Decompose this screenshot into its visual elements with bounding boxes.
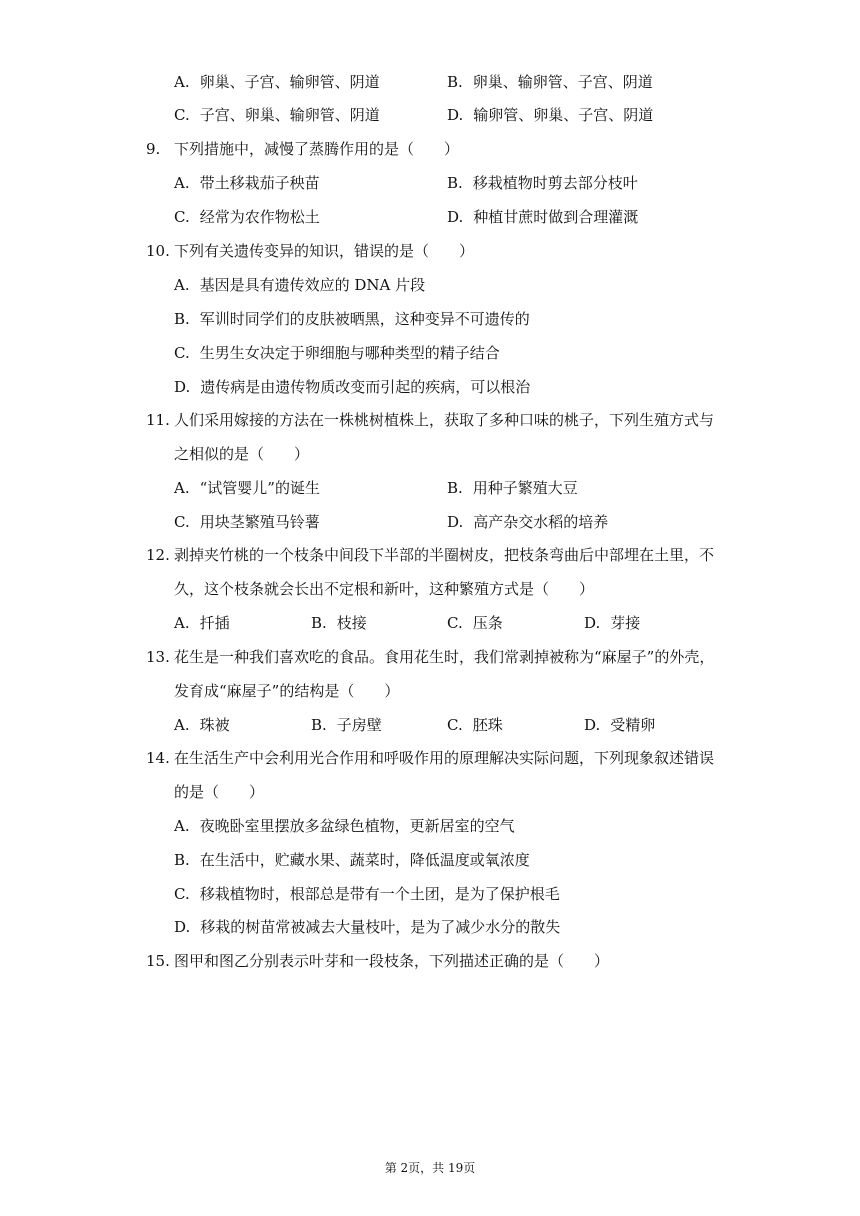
question-number: 10. (146, 242, 170, 260)
option-a: A. 基因是具有遗传效应的 DNA 片段 (174, 276, 426, 294)
option-prev-d: D. 输卵管、卵巢、子宫、阴道 (447, 106, 654, 124)
option-c: C. 移栽植物时，根部总是带有一个土团，是为了保护根毛 (174, 885, 560, 903)
option-a: A. 珠被 (174, 716, 230, 734)
option-c: C. 生男生女决定于卵细胞与哪种类型的精子结合 (174, 344, 500, 362)
question-text: 人们采用嫁接的方法在一株桃树植株上，获取了多种口味的桃子，下列生殖方式与 (174, 411, 715, 429)
option-d: D. 受精卵 (584, 716, 656, 734)
question-text: 花生是一种我们喜欢吃的食品。食用花生时，我们常剥掉被称为“麻屋子”的外壳， (174, 648, 715, 666)
question-number: 14. (146, 749, 170, 767)
option-d: D. 芽接 (584, 614, 641, 632)
question-text: 下列有关遗传变异的知识，错误的是（ ） (174, 242, 475, 260)
option-b: B. 军训时同学们的皮肤被晒黑，这种变异不可遗传的 (174, 310, 530, 328)
option-prev-c: C. 子宫、卵巢、输卵管、阴道 (174, 106, 380, 124)
option-a: A. 扦插 (174, 614, 230, 632)
option-c: C. 用块茎繁殖马铃薯 (174, 513, 320, 531)
question-text: 在生活生产中会利用光合作用和呼吸作用的原理解决实际问题，下列现象叙述错误 (174, 749, 715, 767)
option-d: D. 遗传病是由遗传物质改变而引起的疾病，可以根治 (174, 378, 531, 396)
option-prev-b: B. 卵巢、输卵管、子宫、阴道 (447, 73, 653, 91)
question-text: 图甲和图乙分别表示叶芽和一段枝条，下列描述正确的是（ ） (174, 952, 610, 970)
option-a: A. “试管婴儿”的诞生 (174, 479, 320, 497)
option-d: D. 种植甘蔗时做到合理灌溉 (447, 208, 639, 226)
question-text: 久，这个枝条就会长出不定根和新叶，这种繁殖方式是（ ） (174, 580, 595, 598)
option-b: B. 用种子繁殖大豆 (447, 479, 578, 497)
question-number: 15. (146, 952, 170, 970)
question-number: 12. (146, 546, 170, 564)
question-text: 剥掉夹竹桃的一个枝条中间段下半部的半圈树皮，把枝条弯曲后中部埋在土里，不 (174, 546, 715, 564)
option-c: C. 经常为农作物松土 (174, 208, 320, 226)
option-a: A. 夜晚卧室里摆放多盆绿色植物，更新居室的空气 (174, 817, 515, 835)
option-c: C. 胚珠 (447, 716, 503, 734)
question-text: 下列措施中，减慢了蒸腾作用的是（ ） (174, 140, 460, 158)
option-b: B. 子房壁 (311, 716, 382, 734)
question-number: 9. (146, 140, 161, 158)
option-b: B. 枝接 (311, 614, 367, 632)
question-text: 发育成“麻屋子”的结构是（ ） (174, 682, 400, 700)
question-number: 13. (146, 648, 170, 666)
option-b: B. 移栽植物时剪去部分枝叶 (447, 174, 638, 192)
option-c: C. 压条 (447, 614, 503, 632)
question-text: 的是（ ） (174, 783, 265, 801)
page-footer: 第 2页，共 19页 (384, 1161, 476, 1175)
option-b: B. 在生活中，贮藏水果、蔬菜时，降低温度或氧浓度 (174, 851, 530, 869)
option-d: D. 高产杂交水稻的培养 (447, 513, 609, 531)
option-a: A. 带土移栽茄子秧苗 (174, 174, 320, 192)
option-prev-a: A. 卵巢、子宫、输卵管、阴道 (174, 73, 380, 91)
option-d: D. 移栽的树苗常被减去大量枝叶，是为了减少水分的散失 (174, 918, 561, 936)
question-number: 11. (146, 411, 170, 429)
question-text: 之相似的是（ ） (174, 445, 310, 463)
